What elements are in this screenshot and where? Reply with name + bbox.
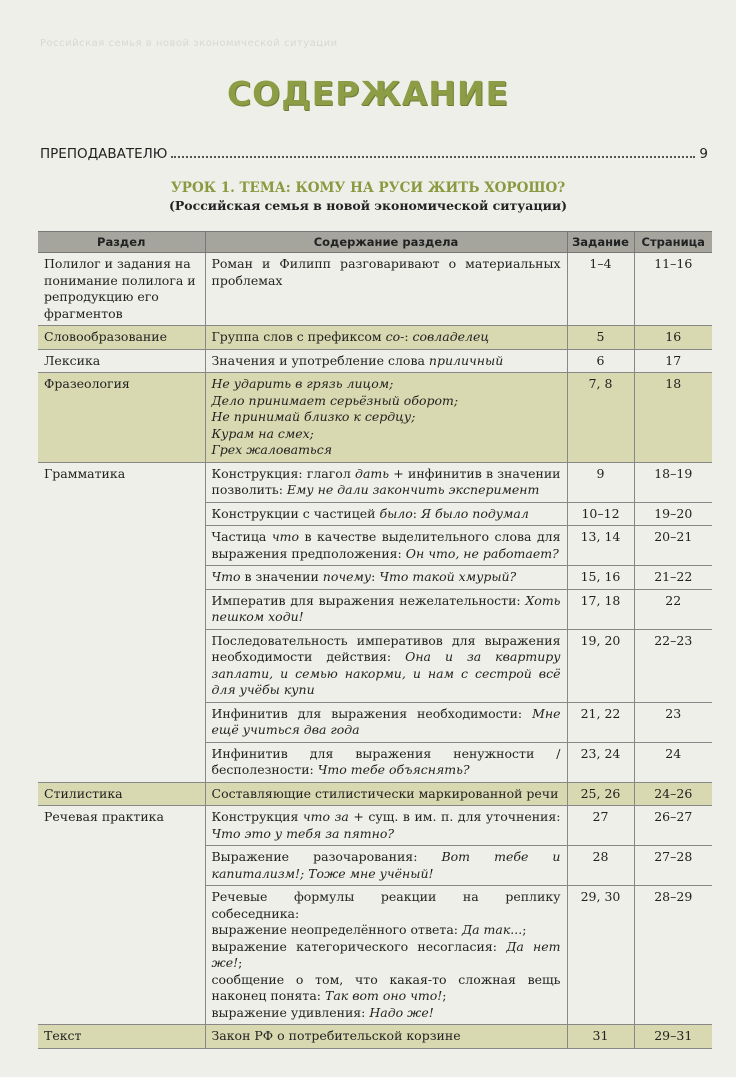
section-cell: Речевая практика [38,806,205,1025]
task-cell: 23, 24 [567,742,634,782]
column-header: Страница [634,232,712,253]
lesson-heading: УРОК 1. ТЕМА: КОМУ НА РУСИ ЖИТЬ ХОРОШО? [170,180,566,196]
task-cell: 13, 14 [567,526,634,566]
task-cell: 27 [567,806,634,846]
table-row[interactable] [38,326,712,350]
content-cell: Составляющие стилистически маркированной речи [205,782,567,806]
faded-running-header: Российская семья в новой экономической ситуации [40,38,338,49]
section-cell: Фразеология [38,373,205,463]
table-row[interactable] [38,373,712,463]
table-header-row [38,232,712,253]
table-row[interactable] [38,462,712,502]
preface-entry[interactable] [40,146,708,162]
task-cell: 6 [567,349,634,373]
column-header: Содержание раздела [205,232,567,253]
table-row[interactable] [38,349,712,373]
content-cell: Группа слов с префиксом со-: совладелец [205,326,567,350]
content-cell: Закон РФ о потребительской корзине [205,1025,567,1049]
section-cell: Полилог и задания на понимание полилога и репродукцию его фрагментов [38,253,205,326]
content-cell: Значения и употребление слова приличный [205,349,567,373]
table-row[interactable] [38,1025,712,1049]
table-row[interactable] [38,253,712,326]
task-cell: 1–4 [567,253,634,326]
task-cell: 29, 30 [567,886,634,1025]
section-cell: Словообразование [38,326,205,350]
content-cell: Инфинитив для выражения ненужности / бесполезности: Что тебе объяснять? [205,742,567,782]
content-cell: Конструкции с частицей было: Я было подумал [205,502,567,526]
column-header: Задание [567,232,634,253]
task-cell: 31 [567,1025,634,1049]
task-cell: 19, 20 [567,629,634,702]
preface-label: ПРЕПОДАВАТЕЛЮ [40,146,168,162]
section-cell: Стилистика [38,782,205,806]
section-cell: Лексика [38,349,205,373]
task-cell: 5 [567,326,634,350]
content-cell: Инфинитив для выражения необходимости: Мне ещё учиться два года [205,702,567,742]
page-cell: 19–20 [634,502,712,526]
content-cell: Роман и Филипп разговаривают о материальных проблемах [205,253,567,326]
page-cell: 24–26 [634,782,712,806]
page-cell: 11–16 [634,253,712,326]
content-cell: Конструкция что за + сущ. в им. п. для уточнения: Что это у тебя за пятно? [205,806,567,846]
page-cell: 23 [634,702,712,742]
task-cell: 7, 8 [567,373,634,463]
section-cell: Грамматика [38,462,205,782]
page-cell: 17 [634,349,712,373]
preface-page: 9 [699,146,708,162]
page-cell: 26–27 [634,806,712,846]
page-cell: 18 [634,373,712,463]
content-cell: Последовательность императивов для выражения необходимости действия: Она и за квартиру заплати, и семью накорми, и нам с сестрой всё для учёбы купи [205,629,567,702]
page-cell: 20–21 [634,526,712,566]
content-cell: Частица что в качестве выделительного слова для выражения предположения: Он что, не работает? [205,526,567,566]
content-cell: Конструкция: глагол дать + инфинитив в значении позволить: Ему не дали закончить эксперимент [205,462,567,502]
task-cell: 28 [567,846,634,886]
content-cell: Что в значении почему: Что такой хмурый? [205,566,567,590]
lesson-subtitle: (Российская семья в новой экономической ситуации) [168,198,568,213]
task-cell: 21, 22 [567,702,634,742]
page-cell: 22–23 [634,629,712,702]
task-cell: 25, 26 [567,782,634,806]
page-cell: 27–28 [634,846,712,886]
task-cell: 10–12 [567,502,634,526]
page-cell: 21–22 [634,566,712,590]
dot-leader [171,156,695,158]
page-cell: 28–29 [634,886,712,1025]
content-cell: Не ударить в грязь лицом; Дело принимает серьёзный оборот; Не принимай близко к сердцу; Курам на смех; Грех жаловаться [205,373,567,463]
page-title: СОДЕРЖАНИЕ [226,74,510,113]
contents-table [38,231,712,1049]
table-row[interactable] [38,806,712,846]
page-cell: 29–31 [634,1025,712,1049]
content-cell: Речевые формулы реакции на реплику собеседника: выражение неопределённого ответа: Да так...; выражение категорического несогласия: Да нет же!; сообщение о том, что какая-то сложная вещь наконец понята: Так вот оно что!; выражение удивления: Надо же! [205,886,567,1025]
task-cell: 15, 16 [567,566,634,590]
task-cell: 9 [567,462,634,502]
content-cell: Императив для выражения нежелательности: Хоть пешком ходи! [205,589,567,629]
page-cell: 24 [634,742,712,782]
section-cell: Текст [38,1025,205,1049]
column-header: Раздел [38,232,205,253]
table-row[interactable] [38,782,712,806]
page-cell: 22 [634,589,712,629]
content-cell: Выражение разочарования: Вот тебе и капитализм!; Тоже мне учёный! [205,846,567,886]
page-cell: 18–19 [634,462,712,502]
page-cell: 16 [634,326,712,350]
task-cell: 17, 18 [567,589,634,629]
